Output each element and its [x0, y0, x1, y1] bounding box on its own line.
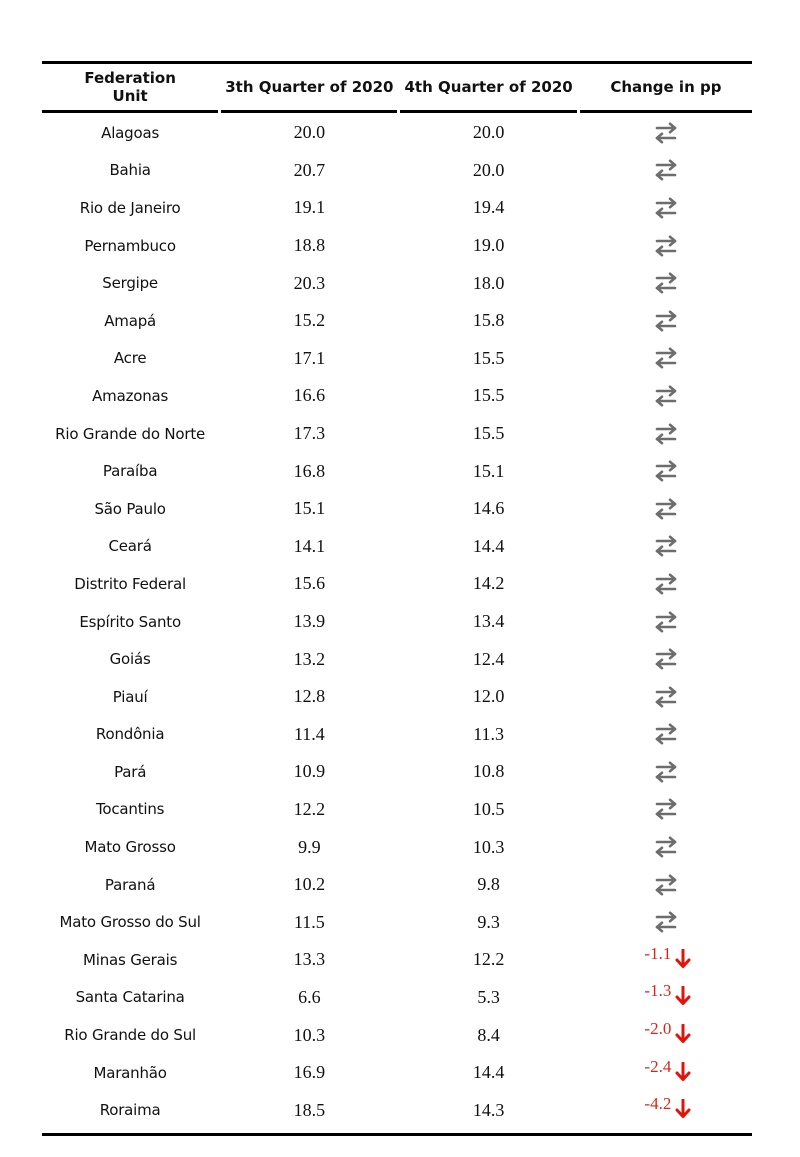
decrease-indicator [644, 1019, 691, 1047]
cell-q3: 16.8 [293, 460, 326, 481]
cell-q3: 20.7 [293, 159, 326, 180]
cell-q3: 13.3 [293, 949, 326, 970]
arrow-down-icon [675, 949, 691, 973]
table-row [42, 490, 752, 528]
cell-q3: 15.1 [293, 498, 326, 519]
arrow-down-icon [675, 1024, 691, 1048]
cell-federation-unit: Maranhão [93, 1063, 167, 1082]
table-row [42, 941, 752, 979]
cell-federation-unit: Tocantins [95, 800, 165, 819]
swap-horizontal-icon [654, 723, 678, 745]
cell-change [580, 798, 752, 820]
swap-horizontal-icon [654, 385, 678, 407]
table-row [42, 152, 752, 190]
cell-federation-unit: Mato Grosso [84, 838, 176, 857]
decrease-indicator [644, 981, 691, 1009]
cell-q4: 15.5 [472, 385, 505, 406]
swap-horizontal-icon [654, 874, 678, 896]
cell-change [580, 1094, 752, 1122]
cell-federation-unit: Pernambuco [84, 236, 176, 255]
decrease-indicator [644, 1056, 691, 1085]
swap-horizontal-icon [654, 159, 678, 181]
cell-federation-unit: Espírito Santo [79, 612, 181, 631]
header-federation-unit-text: Federation Unit [84, 69, 176, 105]
cell-change [580, 235, 752, 257]
cell-federation-unit: Bahia [109, 161, 151, 180]
table-row [42, 114, 752, 152]
table-row [42, 189, 752, 227]
cell-q4: 15.5 [472, 347, 505, 368]
cell-federation-unit: Rio Grande do Norte [55, 424, 206, 443]
cell-q3: 16.9 [293, 1062, 326, 1083]
header-change: Change in pp [610, 78, 722, 96]
arrow-down-icon [675, 986, 691, 1010]
change-value: -1.3 [644, 981, 672, 1001]
header-q4: 4th Quarter of 2020 [404, 78, 573, 96]
cell-change [580, 272, 752, 294]
cell-change [580, 159, 752, 181]
table-row [42, 903, 752, 941]
swap-horizontal-icon [654, 761, 678, 783]
cell-change [580, 197, 752, 219]
cell-q3: 10.9 [293, 761, 326, 782]
swap-horizontal-icon [654, 535, 678, 557]
cell-change [580, 981, 752, 1009]
swap-horizontal-icon [654, 611, 678, 633]
cell-federation-unit: Rondônia [95, 725, 165, 744]
cell-federation-unit: Amapá [104, 311, 157, 330]
cell-q3: 10.3 [293, 1024, 326, 1045]
swap-horizontal-icon [654, 347, 678, 369]
cell-federation-unit: Roraima [99, 1101, 161, 1120]
table-row [42, 227, 752, 265]
swap-horizontal-icon [654, 197, 678, 219]
cell-q4: 14.3 [472, 1099, 505, 1120]
table-row [42, 716, 752, 754]
cell-change [580, 836, 752, 858]
cell-change [580, 347, 752, 369]
cell-change [580, 686, 752, 708]
swap-horizontal-icon [654, 836, 678, 858]
swap-horizontal-icon [654, 686, 678, 708]
cell-change [580, 911, 752, 933]
cell-q4: 14.4 [472, 535, 505, 556]
cell-q4: 8.4 [477, 1024, 500, 1045]
cell-q3: 11.4 [293, 723, 325, 744]
cell-federation-unit: São Paulo [94, 499, 166, 518]
cell-q4: 9.8 [477, 874, 500, 895]
swap-horizontal-icon [654, 798, 678, 820]
cell-q3: 16.6 [293, 385, 326, 406]
cell-q4: 10.5 [472, 798, 505, 819]
cell-federation-unit: Acre [113, 349, 147, 368]
cell-q3: 15.6 [293, 573, 326, 594]
swap-horizontal-icon [654, 498, 678, 520]
cell-q3: 9.9 [298, 836, 321, 857]
cell-q4: 13.4 [472, 611, 505, 632]
table-row [42, 340, 752, 378]
cell-q4: 19.0 [472, 235, 505, 256]
header-underline [42, 110, 752, 113]
table-row [42, 979, 752, 1017]
cell-q4: 12.0 [472, 686, 505, 707]
cell-q4: 15.5 [472, 423, 505, 444]
cell-q4: 15.8 [472, 310, 505, 331]
arrow-down-icon [675, 1062, 691, 1086]
swap-horizontal-icon [654, 460, 678, 482]
cell-federation-unit: Rio Grande do Sul [64, 1026, 197, 1045]
table-bottom-rule [42, 1133, 752, 1136]
cell-q3: 18.8 [293, 235, 326, 256]
change-value: -2.0 [644, 1019, 672, 1039]
cell-federation-unit: Pará [114, 762, 147, 781]
cell-federation-unit: Goiás [109, 650, 151, 669]
cell-federation-unit: Rio de Janeiro [79, 198, 181, 217]
table-row [42, 753, 752, 791]
cell-q4: 20.0 [472, 159, 505, 180]
table-row [42, 377, 752, 415]
cell-q3: 10.2 [293, 874, 326, 895]
swap-horizontal-icon [654, 423, 678, 445]
change-value: -4.2 [644, 1094, 672, 1114]
change-value: -2.4 [644, 1056, 672, 1076]
header-federation-unit [42, 69, 218, 105]
cell-q3: 12.8 [293, 686, 326, 707]
cell-federation-unit: Ceará [108, 537, 152, 556]
cell-q4: 9.3 [477, 911, 500, 932]
change-value: -1.1 [644, 943, 672, 963]
table-row [42, 678, 752, 716]
cell-q4: 12.4 [472, 648, 505, 669]
cell-q3: 17.3 [293, 423, 326, 444]
table-row [42, 791, 752, 829]
cell-change [580, 874, 752, 896]
swap-horizontal-icon [654, 911, 678, 933]
cell-change [580, 1056, 752, 1085]
cell-federation-unit: Piauí [112, 687, 148, 706]
swap-horizontal-icon [654, 310, 678, 332]
decrease-indicator [644, 943, 691, 972]
cell-q4: 11.3 [473, 723, 505, 744]
table-row [42, 528, 752, 566]
cell-q3: 11.5 [293, 911, 325, 932]
table-row [42, 1054, 752, 1092]
cell-q3: 12.2 [293, 798, 326, 819]
swap-horizontal-icon [654, 573, 678, 595]
table-row [42, 828, 752, 866]
cell-q3: 15.2 [293, 310, 326, 331]
cell-federation-unit: Paraná [104, 875, 156, 894]
cell-change [580, 385, 752, 407]
cell-q4: 15.1 [472, 460, 505, 481]
cell-q3: 19.1 [293, 197, 326, 218]
cell-change [580, 423, 752, 445]
cell-federation-unit: Santa Catarina [75, 988, 185, 1007]
cell-federation-unit: Amazonas [92, 386, 169, 405]
cell-q4: 14.2 [472, 573, 505, 594]
cell-q3: 20.3 [293, 272, 326, 293]
cell-q4: 5.3 [477, 986, 500, 1007]
table-row [42, 1091, 752, 1129]
cell-q4: 10.3 [472, 836, 505, 857]
decrease-indicator [644, 1094, 691, 1122]
swap-horizontal-icon [654, 648, 678, 670]
arrow-down-icon [675, 1099, 691, 1123]
cell-q3: 17.1 [293, 347, 326, 368]
table-row [42, 1016, 752, 1054]
cell-q3: 13.2 [293, 648, 326, 669]
cell-federation-unit: Mato Grosso do Sul [59, 913, 201, 932]
cell-federation-unit: Minas Gerais [83, 950, 178, 969]
cell-federation-unit: Alagoas [101, 123, 160, 142]
cell-q3: 13.9 [293, 611, 326, 632]
cell-q4: 19.4 [472, 197, 505, 218]
cell-change [580, 122, 752, 144]
cell-change [580, 761, 752, 783]
cell-change [580, 573, 752, 595]
table-row [42, 603, 752, 641]
table-row [42, 302, 752, 340]
table-row [42, 866, 752, 904]
cell-change [580, 1019, 752, 1047]
cell-q4: 14.4 [472, 1062, 505, 1083]
cell-change [580, 648, 752, 670]
cell-q4: 18.0 [472, 272, 505, 293]
table-row [42, 640, 752, 678]
cell-q4: 20.0 [472, 122, 505, 143]
cell-q3: 18.5 [293, 1099, 326, 1120]
cell-federation-unit: Paraíba [102, 462, 158, 481]
table-row [42, 415, 752, 453]
cell-q4: 10.8 [472, 761, 505, 782]
header-q3: 3th Quarter of 2020 [225, 78, 394, 96]
table-row [42, 264, 752, 302]
swap-horizontal-icon [654, 122, 678, 144]
cell-change [580, 723, 752, 745]
table-row [42, 565, 752, 603]
cell-q3: 20.0 [293, 122, 326, 143]
data-table [42, 61, 752, 1136]
cell-change [580, 535, 752, 557]
cell-change [580, 498, 752, 520]
cell-federation-unit: Sergipe [102, 274, 158, 293]
table-header [42, 64, 752, 110]
cell-q4: 14.6 [472, 498, 505, 519]
cell-q3: 14.1 [293, 535, 326, 556]
cell-q3: 6.6 [298, 986, 321, 1007]
cell-change [580, 943, 752, 972]
table-body [42, 113, 752, 1133]
cell-change [580, 460, 752, 482]
cell-change [580, 611, 752, 633]
cell-q4: 12.2 [472, 949, 505, 970]
table-row [42, 452, 752, 490]
cell-federation-unit: Distrito Federal [74, 574, 186, 593]
cell-change [580, 310, 752, 332]
swap-horizontal-icon [654, 272, 678, 294]
swap-horizontal-icon [654, 235, 678, 257]
